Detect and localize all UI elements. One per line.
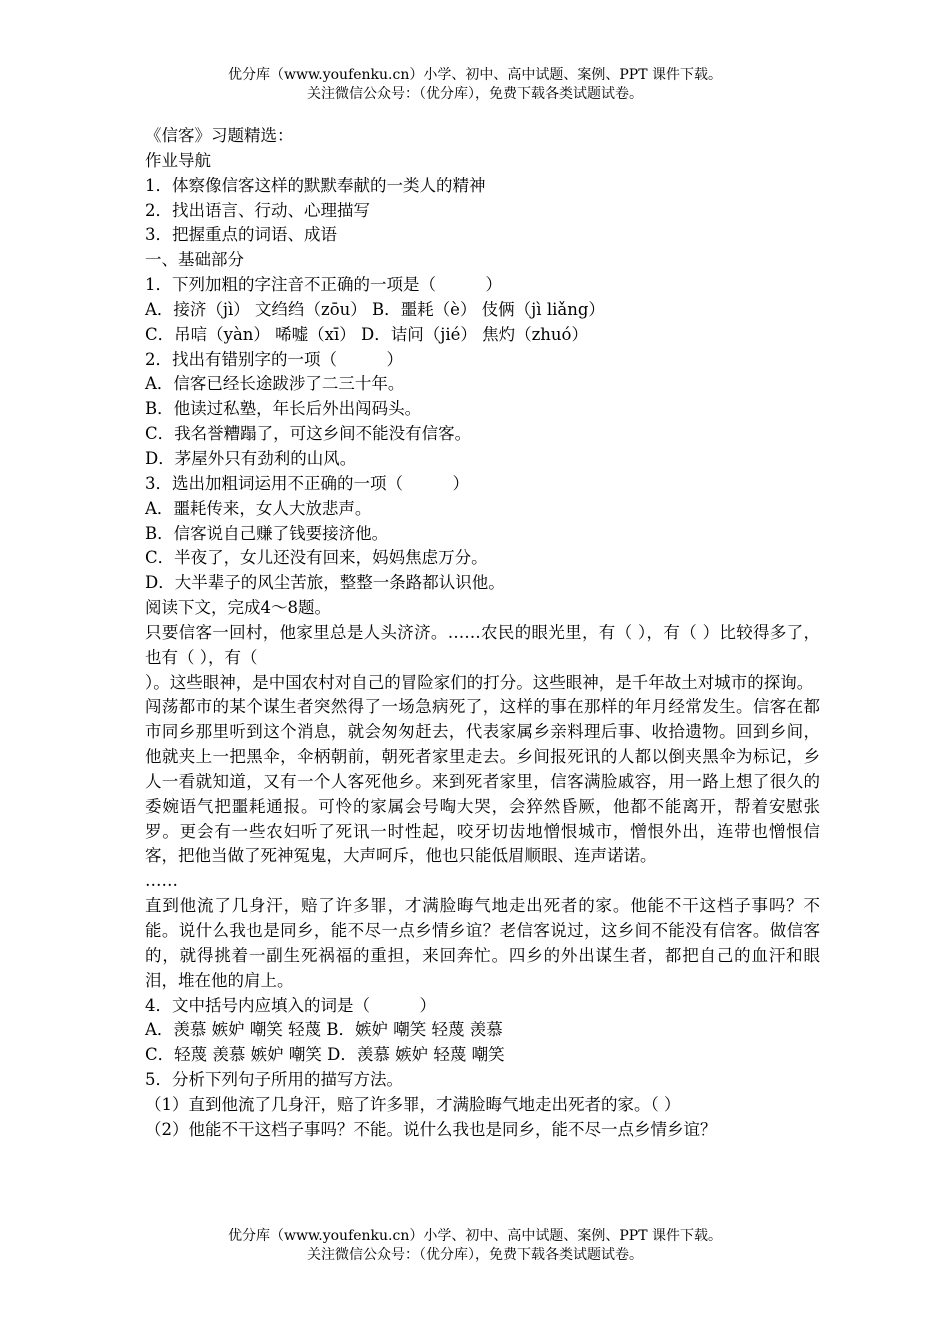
question-3-option-a: A．噩耗传来，女人大放悲声。: [145, 498, 372, 518]
question-4-options-cd: C．轻蔑 羡慕 嫉妒 嘲笑 D．羡慕 嫉妒 轻蔑 嘲笑: [145, 1045, 505, 1065]
passage-paragraph-2: 闯荡都市的某个谋生者突然得了一场急病死了，这样的事在那样的年月经常发生。信客在都市同乡那里听到这个消息，就会匆匆赶去，代表家属乡亲料理后事、收拾遗物。回到乡间，他就夹上一把黑伞，伞柄朝前，朝死者家里走去。乡间报死讯的人都以倒夹黑伞为标记，乡人一看就知道，又有一个人客死他乡。来到死者家里，信客满脸戚容，用一路上想了很久的委婉语气把噩耗通报。可怜的家属会号啕大哭，会猝然昏厥，他都不能离开，帮着安慰张罗。更会有一些农妇听了死讯一时性起，咬牙切齿地憎恨城市，憎恨外出，连带也憎恨信客，把他当做了死神冤鬼，大声呵斥，他也只能低眉顺眼、连声诺诺。: [145, 697, 820, 866]
document-body: [145, 124, 820, 1143]
question-3-option-d: D．大半辈子的风尘苦旅，整整一条路都认识他。: [145, 573, 505, 593]
passage-paragraph-1a: 只要信客一回村，他家里总是人头济济。……农民的眼光里，有（ ），有（ ）比较得多了，也有（ ），有（: [145, 622, 820, 667]
question-3-option-c: C．半夜了，女儿还没有回来，妈妈焦虑万分。: [145, 548, 488, 568]
section-heading: 一、基础部分: [145, 250, 244, 270]
question-2-option-b: B．他读过私塾，年长后外出闯码头。: [145, 399, 422, 419]
passage-ellipsis: ……: [145, 871, 178, 891]
passage-paragraph-1b: ）。这些眼神，是中国农村对自己的冒险家们的打分。这些眼神，是千年故土对城市的探询。: [145, 672, 814, 692]
question-1-options-ab: A．接济（jì） 文绉绉（zōu） B．噩耗（è） 伎俩（jì liǎng）: [145, 299, 605, 319]
question-3: 3．选出加粗词运用不正确的一项（ ）: [145, 473, 469, 493]
header-line-2: 关注微信公众号：（优分库），免费下载各类试题试卷。: [307, 86, 643, 102]
passage-paragraph-3: 直到他流了几身汗，赔了许多罪，才满脸晦气地走出死者的家。他能不干这档子事吗？不能。说什么我也是同乡，能不尽一点乡情乡谊？老信客说过，这乡间不能没有信客。做信客的，就得挑着一副生死祸福的重担，来回奔忙。四乡的外出谋生者，都把自己的血汗和眼泪，堆在他的肩上。: [145, 896, 820, 990]
question-4-options-ab: A．羡慕 嫉妒 嘲笑 轻蔑 B．嫉妒 嘲笑 轻蔑 羡慕: [145, 1020, 503, 1040]
nav-item-3: 3．把握重点的词语、成语: [145, 225, 337, 245]
question-2-option-c: C．我名誉糟蹋了，可这乡间不能没有信客。: [145, 424, 472, 444]
page-footer: [0, 1227, 950, 1265]
question-2-option-d: D．茅屋外只有劲利的山风。: [145, 448, 357, 468]
footer-line-1: 优分库（www.youfenku.cn）小学、初中、高中试题、案例、PPT 课件下载。: [227, 1228, 722, 1244]
question-3-option-b: B．信客说自己赚了钱要接济他。: [145, 523, 389, 543]
page-header: [0, 66, 950, 104]
header-line-1: 优分库（www.youfenku.cn）小学、初中、高中试题、案例、PPT 课件下载。: [227, 67, 722, 83]
question-5-item-2: （2）他能不干这档子事吗？不能。说什么我也是同乡，能不尽一点乡情乡谊？: [145, 1119, 717, 1139]
question-4: 4．文中括号内应填入的词是（ ）: [145, 995, 436, 1015]
question-1-options-cd: C．吊唁（yàn） 唏嘘（xī） D．诘问（jié） 焦灼（zhuó）: [145, 324, 588, 344]
nav-item-2: 2．找出语言、行动、心理描写: [145, 200, 370, 220]
footer-line-2: 关注微信公众号：（优分库），免费下载各类试题试卷。: [307, 1247, 643, 1263]
question-2-option-a: A．信客已经长途跋涉了二三十年。: [145, 374, 405, 394]
nav-heading: 作业导航: [145, 150, 211, 170]
question-2: 2．找出有错别字的一项（ ）: [145, 349, 403, 369]
question-5-item-1: （1）直到他流了几身汗，赔了许多罪，才满脸晦气地走出死者的家。（ ）: [145, 1094, 681, 1114]
reading-intro: 阅读下文，完成4～8题。: [145, 598, 331, 618]
question-1: 1．下列加粗的字注音不正确的一项是（ ）: [145, 275, 502, 295]
question-5: 5．分析下列句子所用的描写方法。: [145, 1070, 403, 1090]
nav-item-1: 1．体察像信客这样的默默奉献的一类人的精神: [145, 175, 486, 195]
document-title: 《信客》习题精选：: [145, 126, 294, 145]
